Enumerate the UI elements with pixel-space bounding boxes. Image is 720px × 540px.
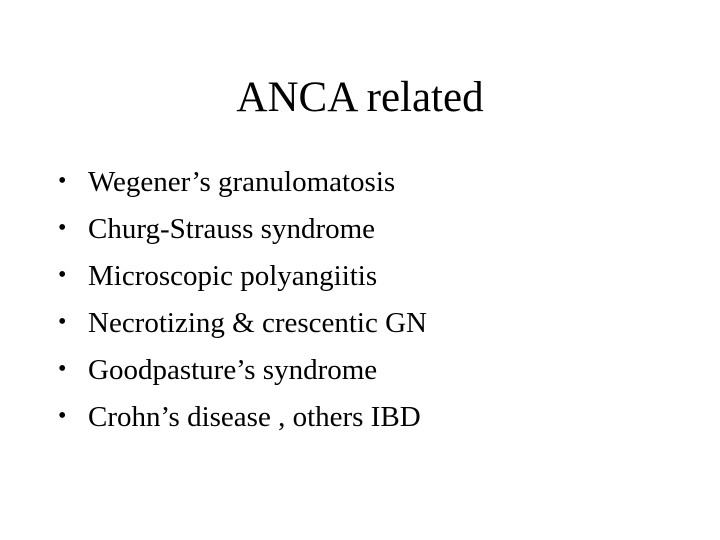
bullet-icon: • (58, 168, 67, 194)
list-item-text: Churg-Strauss syndrome (88, 213, 376, 245)
list-item-text: Necrotizing & crescentic GN (88, 307, 427, 339)
slide-title: ANCA related (236, 74, 484, 121)
bullet-icon: • (58, 309, 67, 335)
list-item-text: Goodpasture’s syndrome (88, 354, 378, 386)
list-item-text: Wegener’s granulomatosis (88, 166, 396, 198)
bullet-icon: • (58, 403, 67, 429)
list-item-text: Microscopic polyangiitis (88, 260, 378, 292)
bullet-icon: • (58, 215, 67, 241)
bullet-icon: • (58, 262, 67, 288)
list-item-text: Crohn’s disease , others IBD (88, 401, 421, 433)
bullet-icon: • (58, 356, 67, 382)
